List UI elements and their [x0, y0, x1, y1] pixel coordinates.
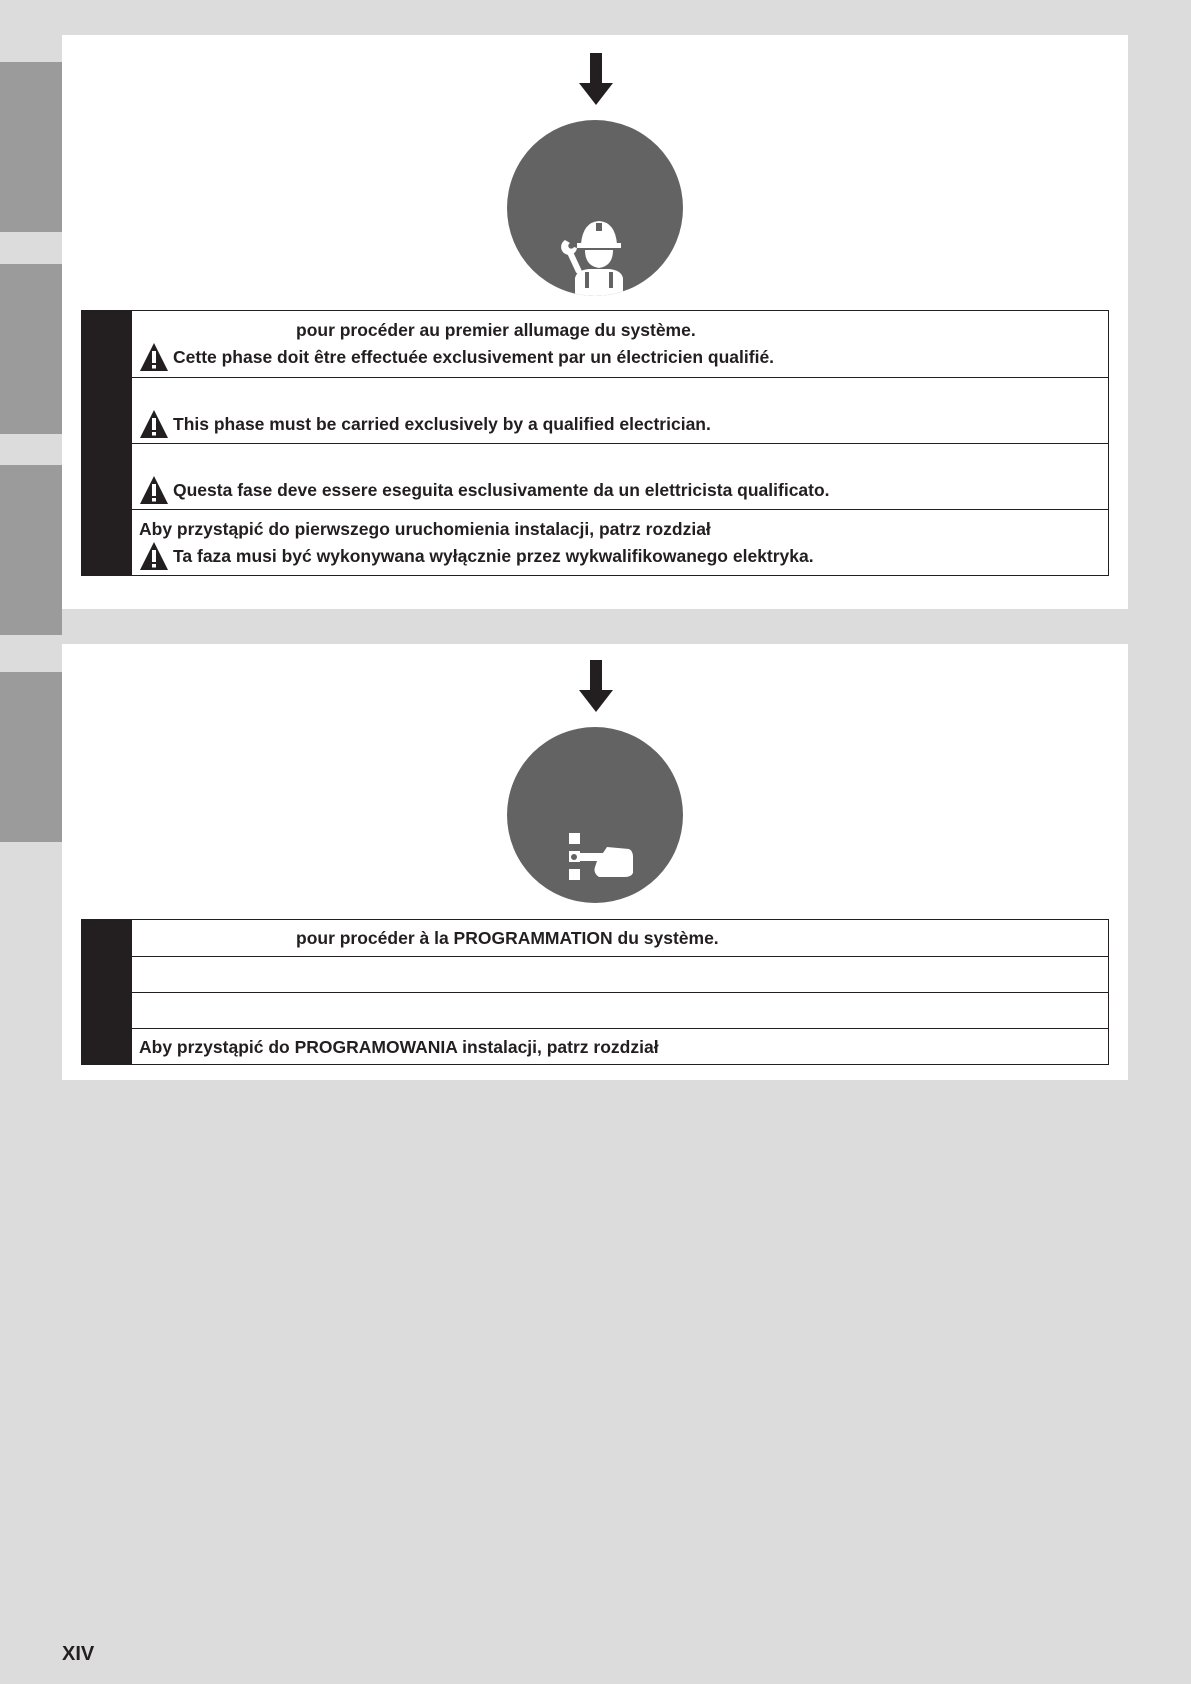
lang-code-cell-fr — [82, 311, 132, 377]
programming-language-table — [81, 919, 1109, 1065]
row-text-en — [139, 378, 1108, 410]
table-row — [82, 377, 1108, 443]
lang-code-cell-en — [82, 957, 132, 992]
table-row — [82, 1028, 1108, 1064]
warning-icon — [139, 541, 169, 571]
warning-icon — [139, 409, 169, 439]
side-tab-3 — [0, 465, 62, 635]
row-text-en — [139, 957, 1108, 993]
row-text-pl: Aby przystąpić do pierwszego uruchomienia instalacji, patrz rozdział — [139, 519, 711, 539]
table-row — [82, 443, 1108, 509]
warning-text-en: This phase must be carried exclusively by a qualified electrician. — [173, 414, 711, 434]
lang-code-cell-it — [82, 993, 132, 1028]
row-text-fr: pour procéder à la PROGRAMMATION du système. — [296, 928, 719, 948]
electrician-circle — [507, 120, 683, 296]
row-text-it — [139, 444, 1108, 476]
lang-code-cell-it — [82, 444, 132, 509]
programming-panel — [62, 644, 1128, 1080]
row-text-fr: pour procéder au premier allumage du système. — [296, 320, 696, 340]
warning-icon — [139, 342, 169, 372]
warning-icon — [139, 475, 169, 505]
first-startup-panel — [62, 35, 1128, 609]
lang-code-cell-en — [82, 378, 132, 443]
table-row — [82, 311, 1108, 377]
startup-language-table — [81, 310, 1109, 576]
table-row — [82, 992, 1108, 1028]
table-row — [82, 920, 1108, 956]
programming-circle — [507, 727, 683, 903]
lang-code-cell-pl — [82, 510, 132, 575]
warning-text-it: Questa fase deve essere eseguita esclusivamente da un elettricista qualificato. — [173, 480, 830, 500]
page-number: XIV — [62, 1643, 95, 1665]
table-row — [82, 509, 1108, 575]
lang-code-cell-fr — [82, 920, 132, 956]
lang-code-cell-pl — [82, 1029, 132, 1064]
down-arrow-icon — [579, 53, 613, 105]
side-tab-1 — [0, 62, 62, 232]
electrician-worker-icon — [507, 120, 683, 296]
programming-hand-icon — [507, 727, 683, 903]
side-tab-2 — [0, 264, 62, 434]
warning-text-fr: Cette phase doit être effectuée exclusivement par un électricien qualifié. — [173, 347, 775, 367]
row-text-it — [139, 993, 1108, 1029]
row-text-pl: Aby przystąpić do PROGRAMOWANIA instalacji, patrz rozdział — [139, 1037, 659, 1057]
table-row — [82, 956, 1108, 992]
side-tab-4 — [0, 672, 62, 842]
down-arrow-icon — [579, 660, 613, 712]
warning-text-pl: Ta faza musi być wykonywana wyłącznie przez wykwalifikowanego elektryka. — [173, 546, 814, 566]
